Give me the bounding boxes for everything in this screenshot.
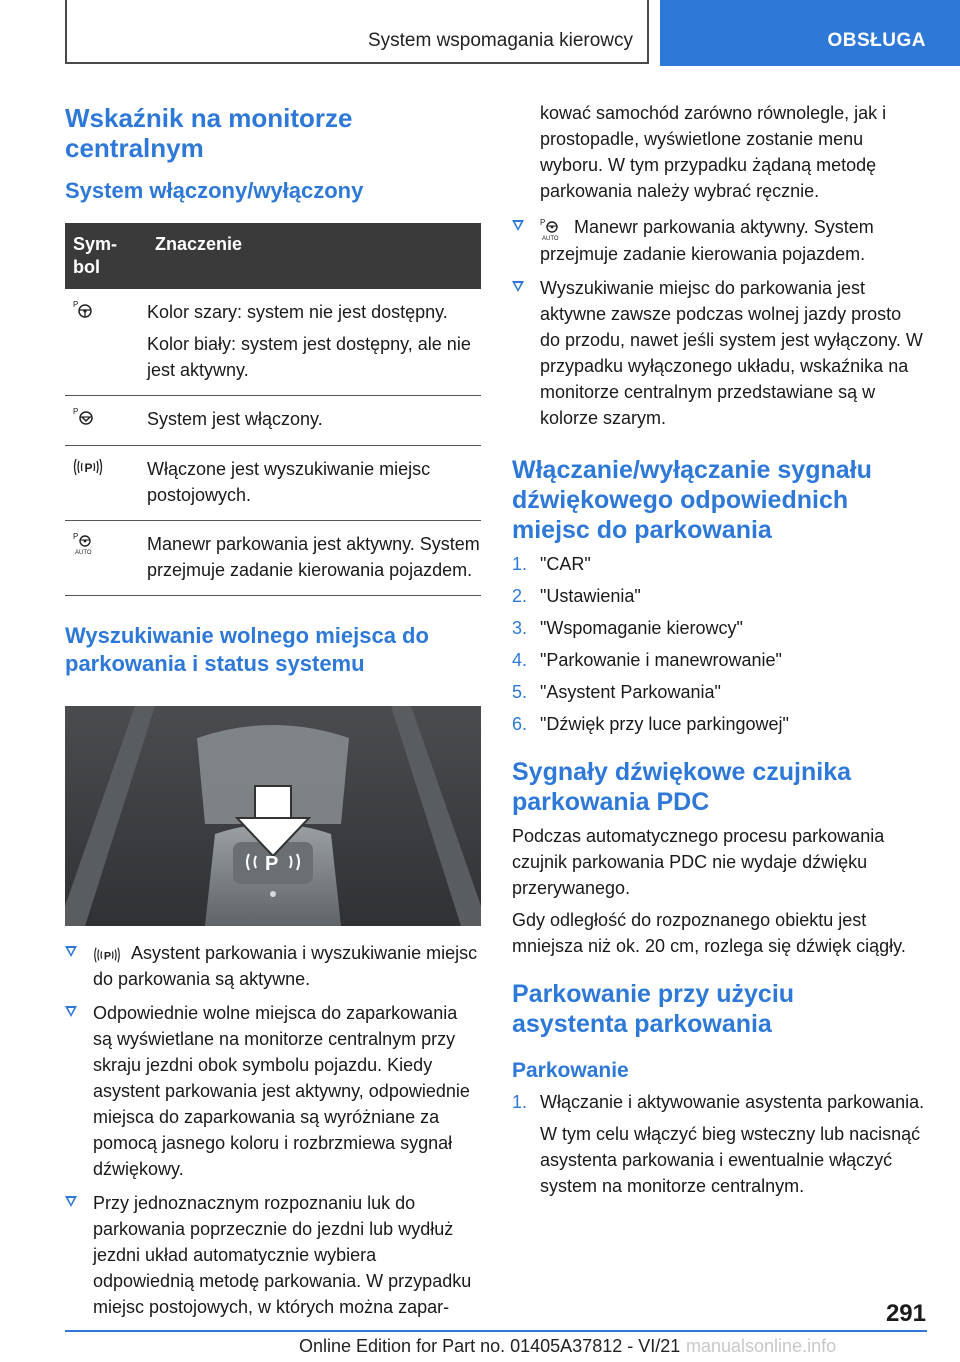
heading-central-monitor [65, 103, 481, 163]
bullet-text: Wyszukiwanie miejsc do parkowania jest aktywne zawsze podczas wolnej jazdy prosto do przodu, nawet jeśli system jest wyłączony. W przypadku wyłączonego układu, wskaźnika na monitorze centralnym przedstawiane są w kolorze szarym. [540, 277, 923, 428]
svg-text:P: P [73, 407, 79, 416]
step-text: "Parkowanie i manewrowanie" [540, 649, 782, 670]
heading-line: Sygnały dźwiękowe czujnika [512, 757, 852, 786]
meaning-text: Manewr parkowania jest aktywny. System przejmuje zadanie kierowania pojazdem. [147, 534, 480, 580]
heading-line: asystenta parkowania [512, 1009, 772, 1038]
step-text: Włączanie i aktywowanie asystenta parkowania. [540, 1091, 925, 1112]
central-monitor-illustration [65, 706, 481, 926]
continuation-paragraph: kować samochód zarówno równolegle, jak i prostopadle, wyświetlone zostanie menu wyboru. W tym przypadku żądaną metodę parkowania należy wybrać ręcznie. [540, 103, 887, 201]
heading-parking-assistant [512, 979, 926, 1039]
parking-auto-icon [73, 531, 97, 555]
bullet-triangle-icon [512, 281, 524, 292]
table-row [65, 446, 481, 521]
symbol-column-header [65, 223, 147, 289]
meaning-text: Włączone jest wyszukiwanie miejsc postojowych. [147, 459, 431, 505]
bullet-triangle-icon [65, 1196, 77, 1207]
header-section-title: System wspomagania kierowcy [367, 30, 633, 51]
parking-auto-icon [540, 217, 564, 241]
step-text: "Wspomaganie kierowcy" [540, 617, 743, 638]
heading-parking: Parkowanie [512, 1058, 629, 1082]
heading-system-on-off: System włączony/wyłączony [65, 178, 364, 203]
parking-search-icon [73, 456, 103, 478]
step-subtext: W tym celu włączyć bieg wsteczny lub nacisnąć asystenta parkowania i ewentualnie włączyć system na monitorze centralnym. [540, 1123, 921, 1196]
step-number: 1. [512, 553, 528, 574]
meaning-cell [147, 289, 481, 396]
pdc-paragraph: Gdy odległość do rozpoznanego obiektu jest mniejsza niż ok. 20 cm, rozlega się dźwięk ciągły. [512, 909, 906, 956]
heading-line: dźwiękowego odpowiednich [512, 485, 849, 514]
footer-edition: Online Edition for Part no. 01405A37812 - VI/21 [299, 1336, 681, 1356]
list-item [512, 615, 926, 641]
footer-watermark: manualsonline.info [686, 1336, 837, 1356]
header-chapter-tab [660, 0, 960, 66]
pdc-paragraph: Podczas automatycznego procesu parkowania czujnik parkowania PDC nie wydaje dźwięku przerywanego. [512, 825, 885, 898]
list-item [512, 1089, 926, 1199]
meaning-text: Kolor szary: system nie jest dostępny. [147, 302, 448, 322]
list-item [512, 679, 926, 705]
parking-scene-image [65, 706, 481, 926]
meaning-cell [147, 396, 481, 446]
step-number: 3. [512, 617, 528, 638]
svg-text:P: P [84, 461, 93, 475]
list-item [512, 583, 926, 609]
steps-list [512, 551, 926, 737]
step-text: "CAR" [540, 553, 591, 574]
step-number: 5. [512, 681, 528, 702]
bullet-text: Asystent parkowania i wyszukiwanie miejsc do parkowania są aktywne. [93, 943, 478, 989]
svg-text:P: P [103, 950, 112, 963]
list-item [512, 711, 926, 737]
symbol-cell [65, 446, 147, 521]
heading-line: centralnym [65, 133, 204, 163]
step-text: "Asystent Parkowania" [540, 681, 721, 702]
svg-text:AUTO: AUTO [75, 550, 92, 555]
parking-assist-icon [73, 299, 93, 319]
heading-line: miejsc do parkowania [512, 515, 772, 544]
table-row [65, 396, 481, 446]
symbol-cell [65, 396, 147, 446]
list-item [512, 647, 926, 673]
meaning-text: System jest włączony. [147, 409, 323, 429]
meaning-cell [147, 446, 481, 521]
heading-search-status [65, 622, 481, 678]
page-number: 291 [885, 1300, 926, 1327]
parking-assist-active-icon [73, 406, 95, 426]
bullet-text: Manewr parkowania aktywny. System przejmuje zadanie kierowania pojazdem. [540, 217, 874, 264]
step-text: "Ustawienia" [540, 585, 641, 606]
table-row [65, 521, 481, 596]
heading-line: parkowania PDC [512, 787, 710, 816]
svg-text:P: P [540, 217, 546, 227]
svg-text:AUTO: AUTO [542, 235, 559, 241]
header-section-box [65, 0, 649, 64]
heading-line: Parkowanie przy użyciu [512, 979, 795, 1008]
meaning-cell [147, 521, 481, 596]
heading-pdc [512, 757, 926, 817]
bullet-text: Przy jednoznacznym rozpoznaniu luk do parkowania poprzecznie do jezdni lub wydłuż jezdni układ automatycznie wybiera odpowiednią metodę parkowania. W przypadku miejsc postojowych, w których można zapar- [93, 1193, 472, 1317]
right-column [512, 100, 926, 1199]
list-item [512, 275, 926, 431]
heading-sound-signal [512, 455, 926, 545]
list-item [65, 1190, 481, 1320]
step-number: 1. [512, 1091, 528, 1112]
bullet-triangle-icon [65, 946, 77, 957]
list-item [512, 214, 926, 267]
step-text: "Dźwięk przy luce parkingowej" [540, 713, 789, 734]
list-item [512, 551, 926, 577]
heading-line: Włączanie/wyłączanie sygnału [512, 455, 872, 484]
symbol-cell [65, 521, 147, 596]
meaning-text: Kolor biały: system jest dostępny, ale nie jest aktywny. [147, 334, 471, 380]
heading-line: Wyszukiwanie wolnego miejsca do [65, 623, 429, 648]
svg-text:P: P [73, 300, 79, 309]
heading-line: Wskaźnik na monitorze [65, 103, 353, 133]
symbol-cell [65, 289, 147, 396]
svg-text:P: P [265, 853, 279, 875]
bullet-triangle-icon [512, 220, 524, 231]
meaning-column-header: Znaczenie [147, 223, 481, 289]
heading-line: parkowania i status systemu [65, 651, 365, 676]
svg-text:P: P [73, 532, 79, 541]
bullet-triangle-icon [65, 1006, 77, 1017]
step-number: 2. [512, 585, 528, 606]
parking-search-icon [93, 945, 121, 965]
bullet-text: Odpowiednie wolne miejsca do zaparkowania są wyświetlane na monitorze centralnym przy skraju jezdni obok symbolu pojazdu. Kiedy asystent parkowania jest aktywny, odpowiednie miejsca do zaparkowania są wyróżniane za pomocą jasnego koloru i rozbrzmiewa sygnał dźwiękowy. [93, 1003, 470, 1179]
list-item [65, 940, 481, 992]
footer-divider [65, 1330, 927, 1332]
header-text: bol [73, 257, 100, 277]
step-number: 4. [512, 649, 528, 670]
table-row [65, 289, 481, 396]
list-item [65, 1000, 481, 1182]
step-number: 6. [512, 713, 528, 734]
left-column [65, 103, 481, 1320]
header-text: Sym- [73, 234, 118, 254]
header-chapter-label: OBSŁUGA [827, 30, 926, 51]
symbol-table [65, 223, 481, 596]
